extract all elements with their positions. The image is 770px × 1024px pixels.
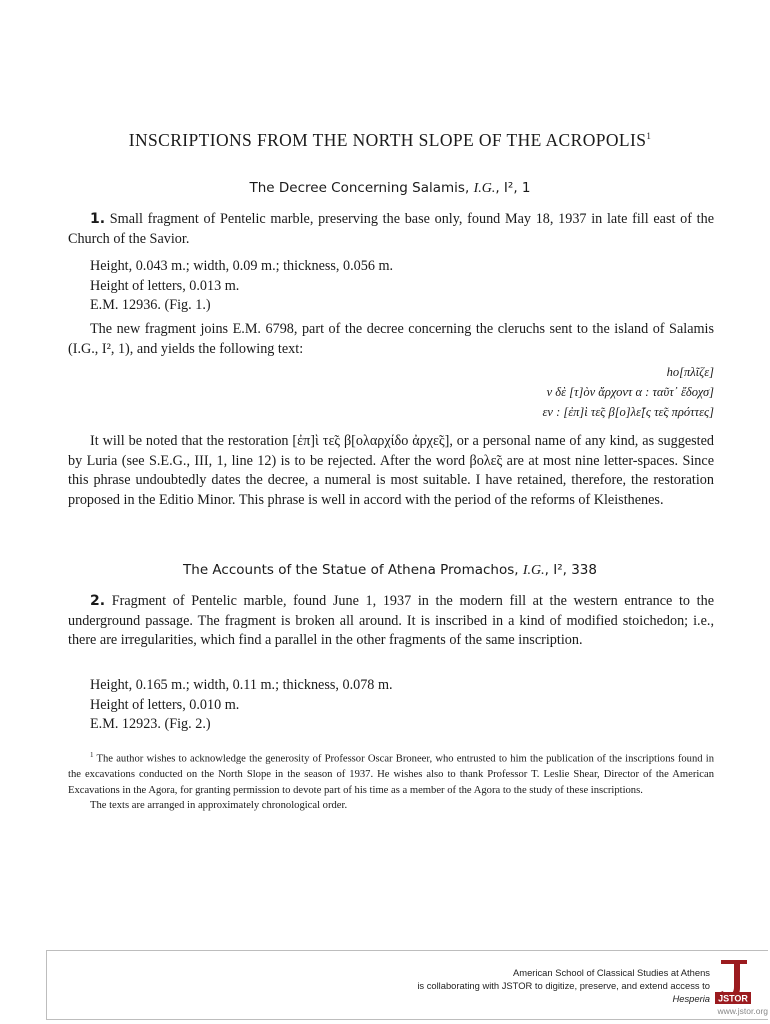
greek-line: εν : [ἐπ]ὶ τε̃ς β[ο]λε̃[ς τε̃ς πρόττες] <box>542 405 714 419</box>
footnote-text: The author wishes to acknowledge the generosity of Professor Oscar Broneer, who entrusted to him the publication of the inscriptions found in the excavations conducted on the North Slope in the season of 1937. He wishes also to thank Professor T. Leslie Shear, Director of the American Excavations in the Agora, for granting permission to devote part of his time as a member of the Agora to the study of these inscriptions. <box>68 753 714 796</box>
section-heading-ref-rest: , I², 1 <box>495 180 531 196</box>
paragraph-1-description <box>68 210 714 249</box>
paragraph-text: Fragment of Pentelic marble, found June 1, 1937 in the modern fill at the western entrance to the underground passage. The fragment is broken all around. It is inscribed in a kind of modified stoichedon; i.e., there are irregularities, which find a parallel in the other fragments of the same inscription. <box>68 593 715 648</box>
article-title <box>60 130 720 151</box>
title-footnote-mark[interactable]: 1 <box>646 131 652 142</box>
section-heading-salamis <box>60 180 720 197</box>
section-heading-ref-rest: , I², 338 <box>544 562 597 578</box>
footnote-2 <box>68 798 714 814</box>
paragraph-text: Small fragment of Pentelic marble, preserving the base only, found May 18, 1937 in late fill east of the Church of the Savior. <box>68 211 715 247</box>
section-heading-text: The Accounts of the Statue of Athena Promachos, <box>183 562 519 578</box>
measurement-letters: Height of letters, 0.013 m. <box>90 277 240 294</box>
jstor-url-link[interactable]: www.jstor.org <box>717 1006 768 1016</box>
footer-line-publisher: American School of Classical Studies at Athens <box>513 967 710 978</box>
item-number: 1. <box>90 211 106 227</box>
section-heading-ref: I.G. <box>473 181 496 196</box>
jstor-logo-icon[interactable] <box>713 956 753 1006</box>
jstor-footer-text <box>290 966 710 1005</box>
footer-line-collab: is collaborating with JSTOR to digitize, preserve, and extend access to <box>417 980 710 991</box>
article-title-text: INSCRIPTIONS FROM THE NORTH SLOPE OF THE ACROPOLIS <box>128 130 647 150</box>
item-number: 2. <box>90 593 106 609</box>
measurement-dimensions: Height, 0.043 m.; width, 0.09 m.; thickness, 0.056 m. <box>90 258 394 274</box>
section-heading-text: The Decree Concerning Salamis, <box>249 180 470 196</box>
measurement-catalog: E.M. 12923. (Fig. 2.) <box>90 716 211 732</box>
paragraph-4-description <box>68 592 714 651</box>
paragraph-text: It will be noted that the restoration [ἐπ]ὶ τε̃ς β[ολαρχίδο ἀρχε̃ς], or a personal name of any kind, as suggested by Luria (see S.E.G., III, 1, line 12) is to be rejected. After the word βολε̃ς are at most nine letter-spaces. Since this phrase undoubtedly dates the decree, a numeral is most suitable. I have retained, therefore, the restoration proposed in the Editio Minor. This phrase is well in accord with the period of the reforms of Kleisthenes. <box>68 433 714 508</box>
greek-line: ho[πλῖζε] <box>666 365 714 379</box>
greek-line: ν δὲ [τ]ὸν ἄρχοντ α : ταῦτ᾿ ἔδοχσ] <box>546 385 714 399</box>
footnote-mark: 1 <box>90 751 94 759</box>
paragraph-2-join <box>68 320 714 359</box>
paragraph-3-discussion <box>68 432 714 510</box>
measurements-1 <box>90 257 690 316</box>
greek-inscription-text <box>214 362 714 422</box>
footnotes <box>68 748 714 814</box>
measurements-2 <box>90 676 690 735</box>
measurement-catalog: E.M. 12936. (Fig. 1.) <box>90 297 211 313</box>
measurement-letters: Height of letters, 0.010 m. <box>90 696 240 713</box>
section-heading-promachos <box>60 562 720 579</box>
footer-line-journal[interactable]: Hesperia <box>672 993 710 1004</box>
footnote-text: The texts are arranged in approximately chronological order. <box>90 800 348 812</box>
section-heading-ref: I.G. <box>522 563 545 578</box>
jstor-logo-text: JSTOR <box>718 993 748 1004</box>
footnote-1 <box>68 748 714 798</box>
measurement-dimensions: Height, 0.165 m.; width, 0.11 m.; thickness, 0.078 m. <box>90 677 393 693</box>
paragraph-text: The new fragment joins E.M. 6798, part of the decree concerning the cleruchs sent to the island of Salamis (I.G., I², 1), and yields the following text: <box>68 321 714 357</box>
